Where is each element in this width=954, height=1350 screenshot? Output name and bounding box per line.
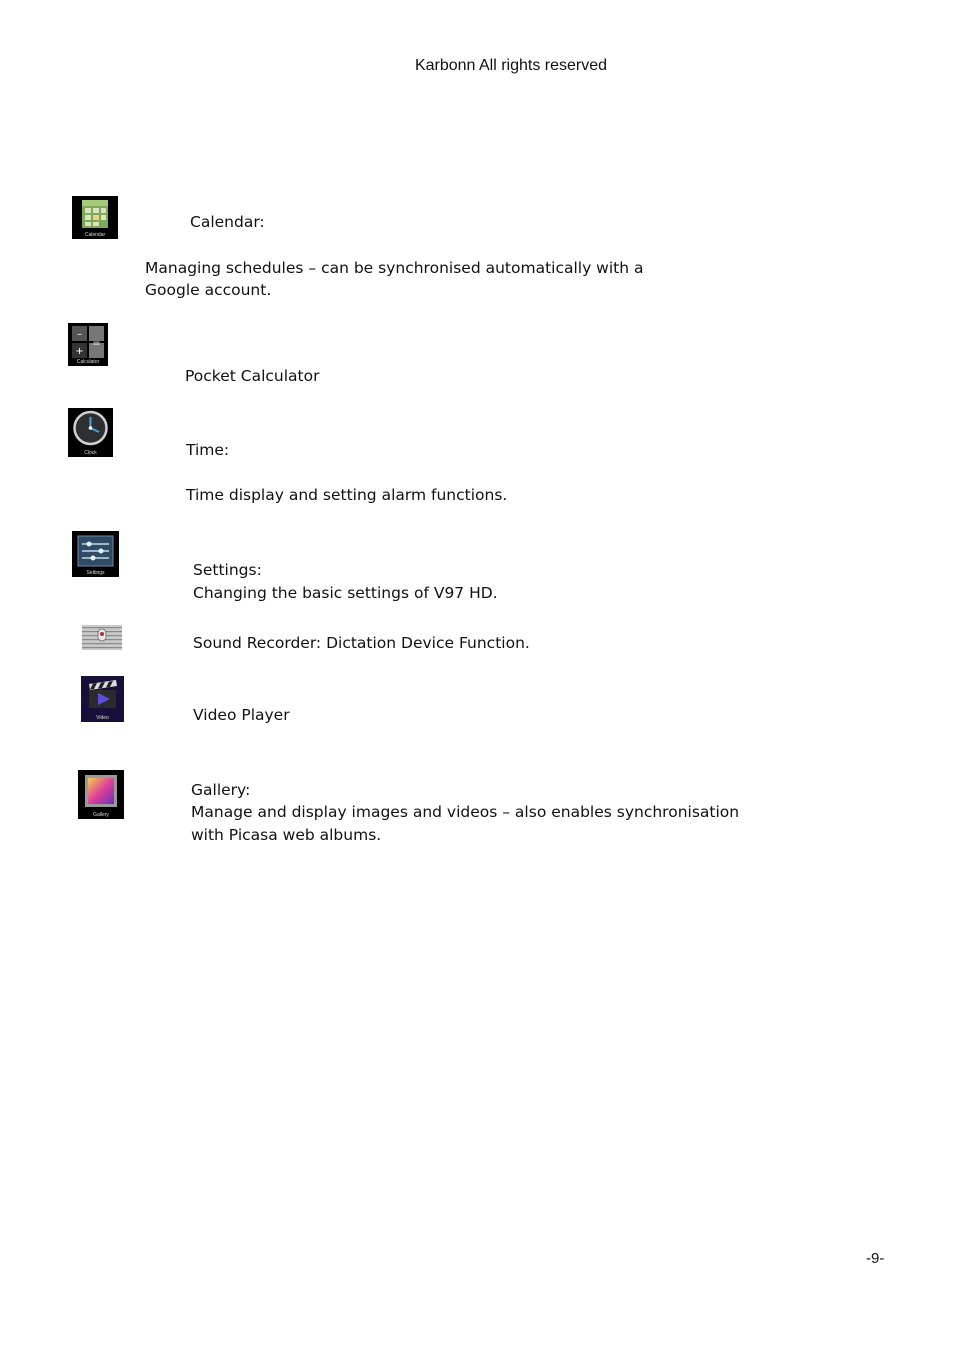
sound-recorder-title: Sound Recorder: Dictation Device Function.: [193, 634, 530, 652]
video-icon-caption: Video: [96, 715, 109, 721]
calendar-desc-line-2: Google account.: [145, 281, 272, 299]
page-number: -9-: [866, 1250, 885, 1267]
gallery-title: Gallery:: [191, 781, 251, 799]
calendar-icon: [72, 196, 118, 239]
calendar-desc-line-1: Managing schedules – can be synchronised automatically with a: [145, 259, 644, 277]
settings-icon: [72, 531, 119, 577]
clock-title: Time:: [186, 441, 230, 459]
settings-icon-caption: Settings: [86, 570, 105, 576]
svg-text:+: +: [75, 346, 84, 357]
settings-desc-line-1: Changing the basic settings of V97 HD.: [193, 584, 498, 602]
calculator-icon-caption: Calculator: [76, 359, 100, 365]
svg-text:–: –: [77, 329, 82, 340]
clock-icon-caption: Clock: [84, 450, 97, 456]
video-player-title: Video Player: [193, 706, 290, 724]
settings-title: Settings:: [193, 561, 262, 579]
calculator-title: Pocket Calculator: [185, 367, 320, 385]
calendar-icon-caption: Calendar: [84, 232, 106, 238]
sound-recorder-icon: [82, 625, 122, 650]
svg-text:=: =: [92, 338, 101, 349]
gallery-desc-line-1: Manage and display images and videos – also enables synchronisation: [191, 803, 740, 821]
gallery-icon-caption: Gallery: [93, 812, 109, 818]
clock-desc-line-1: Time display and setting alarm functions.: [186, 486, 508, 504]
page-header: Karbonn All rights reserved: [414, 57, 608, 74]
clock-icon: [68, 408, 113, 457]
video-player-icon: [81, 676, 124, 722]
calculator-icon: [68, 323, 108, 366]
gallery-icon: [78, 770, 124, 819]
calendar-title: Calendar:: [190, 213, 265, 231]
gallery-desc-line-2: with Picasa web albums.: [191, 826, 382, 844]
